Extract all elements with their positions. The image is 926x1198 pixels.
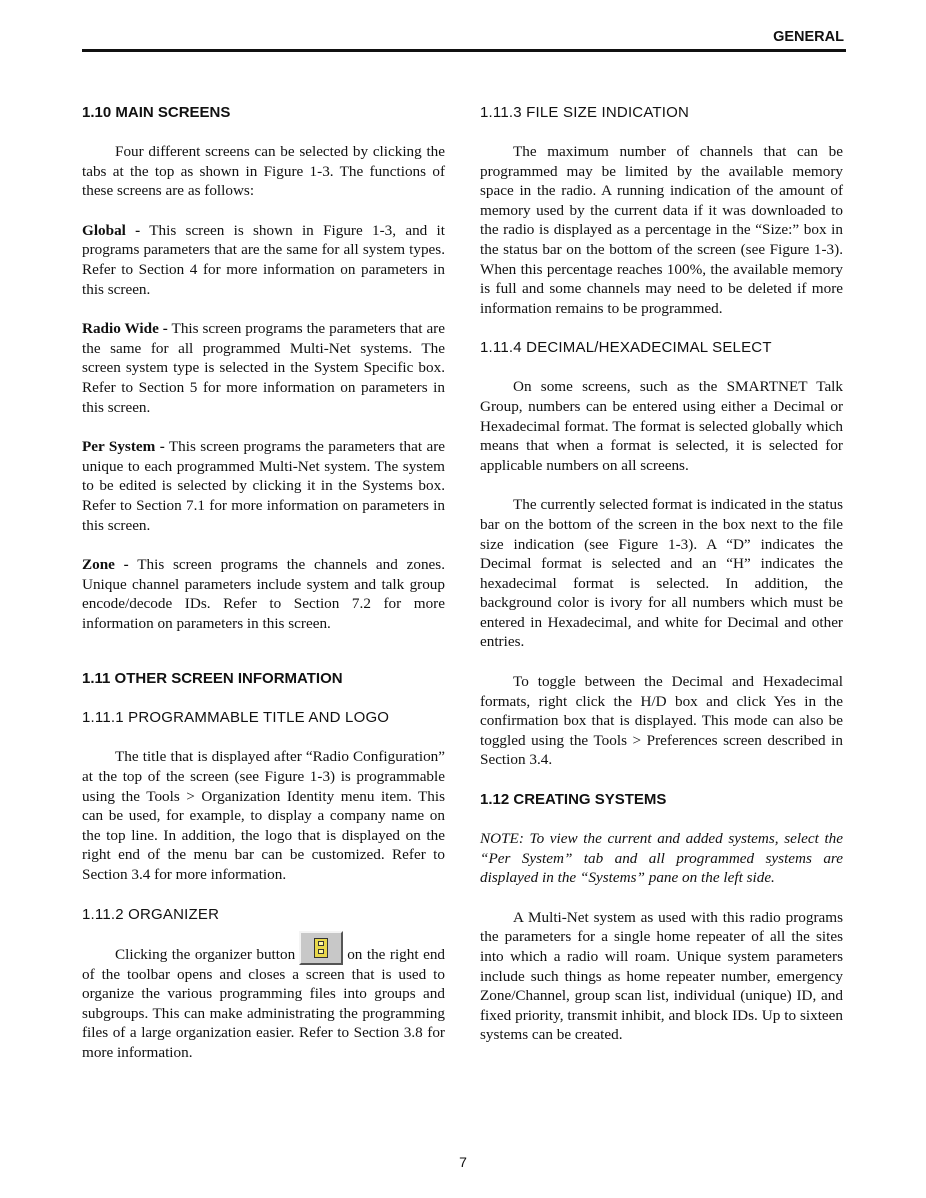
running-header: GENERAL (773, 29, 844, 45)
organizer-button-icon (299, 931, 343, 965)
zone-term: Zone - (82, 556, 129, 574)
left-column (82, 103, 445, 1063)
organizer-glyph-icon (314, 938, 328, 958)
section-1-11-4-heading: 1.11.4 DECIMAL/HEXADECIMAL SELECT (480, 339, 772, 357)
per-system-term: Per System - (82, 438, 165, 456)
header-rule (82, 49, 846, 52)
section-1-11-1-text: The title that is displayed after “Radio Configuration” at the top of the screen (see Figure 1-3) is programmable using the Tools > Organization Identity menu item. This can be used, for example, to display a company name on the top line. In addition, the logo that is displayed on the right end of the menu bar can be customized. Refer to Section 3.4 for more information. (82, 748, 445, 884)
section-1-11-4-paragraph-3: To toggle between the Decimal and Hexadecimal formats, right click the H/D box and click Yes in the confirmation box that is displayed. This mode can also be toggled using the Tools > Preferences screen described in Section 3.4. (480, 673, 843, 769)
radio-wide-term: Radio Wide - (82, 320, 168, 338)
section-1-10-intro: Four different screens can be selected by clicking the tabs at the top as shown in Figure 1-3. The functions of these screens are as follows: (82, 143, 445, 200)
section-1-11-heading: 1.11 OTHER SCREEN INFORMATION (82, 670, 343, 688)
section-1-11-4-paragraph-2: The currently selected format is indicated in the status bar on the bottom of the screen in the box next to the file size indication (see Figure 1-3). A “D” indicates the Decimal format is selected and an “H” indicates the hexadecimal format is selected. In addition, the background color is ivory for all numbers which must be entered in Hexadecimal, and white for Decimal and other entries. (480, 496, 843, 651)
section-1-11-3-text: The maximum number of channels that can be programmed may be limited by the available memory space in the radio. A running indication of the amount of memory used by the current data if it was downloaded to the radio is displayed as a percentage in the “Size:” box in the status bar on the bottom of the screen (see Figure 1-3). When this percentage reaches 100%, the available memory is full and some channels may need to be deleted if more information remains to be programmed. (480, 143, 843, 317)
section-1-12-note: NOTE: To view the current and added systems, select the “Per System” tab and all programmed systems are displayed in the “Systems” pane on the left side. (480, 830, 843, 887)
section-1-11-4-paragraph-1: On some screens, such as the SMARTNET Talk Group, numbers can be entered using either a Decimal or Hexadecimal format. The format is selected globally which means that when a format is selected, it is selected for applicable numbers on all screens. (480, 378, 843, 474)
per-system-paragraph (82, 437, 445, 535)
zone-paragraph (82, 555, 445, 633)
section-1-11-2-heading: 1.11.2 ORGANIZER (82, 905, 220, 923)
radio-wide-text: This screen programs the parameters that are the same for all programmed Multi-Net systems. The screen system type is selected in the System Specific box. Refer to Section 5 for more information on parameters in this screen. (82, 320, 445, 416)
section-1-12-heading: 1.12 CREATING SYSTEMS (480, 791, 667, 809)
radio-wide-paragraph (82, 319, 445, 417)
right-column (480, 103, 843, 1045)
section-1-10-heading: 1.10 MAIN SCREENS (82, 104, 231, 121)
organizer-text-after: on the right end of the toolbar opens and closes a screen that is used to organize the various programming files into groups and subgroups. This can make administrating the programming files of a large organization easier. Refer to Section 3.8 for more information. (82, 945, 446, 1061)
section-1-11-2-text (82, 931, 445, 1063)
global-paragraph (82, 221, 445, 299)
zone-text: This screen programs the channels and zones. Unique channel parameters include system and talk group encode/decode IDs. Refer to Section 7.2 for more information on parameters in this screen. (82, 556, 446, 632)
section-1-11-1-heading: 1.11.1 PROGRAMMABLE TITLE AND LOGO (82, 709, 390, 727)
per-system-text: This screen programs the parameters that are unique to each programmed Multi-Net system. The system to be edited is selected by clicking it in the Systems box. Refer to Section 7.1 for more information on parameters in this screen. (82, 438, 445, 534)
page-number: 7 (459, 1154, 467, 1170)
global-text: This screen is shown in Figure 1-3, and it programs parameters that are the same for all system types. Refer to Section 4 for more information on parameters in this screen. (82, 221, 445, 298)
global-term: Global - (82, 221, 141, 239)
section-1-12-text: A Multi-Net system as used with this radio programs the parameters for a single home repeater of all the sites into which a radio will roam. Unique system parameters include such things as home repeater number, emergency Zone/Channel, group scan list, individual (unique) ID, and fixed priority, transmit inhibit, and block IDs. Up to sixteen systems can be created. (480, 908, 843, 1044)
organizer-text-before: Clicking the organizer button (115, 945, 296, 963)
section-1-11-3-heading: 1.11.3 FILE SIZE INDICATION (480, 104, 690, 121)
